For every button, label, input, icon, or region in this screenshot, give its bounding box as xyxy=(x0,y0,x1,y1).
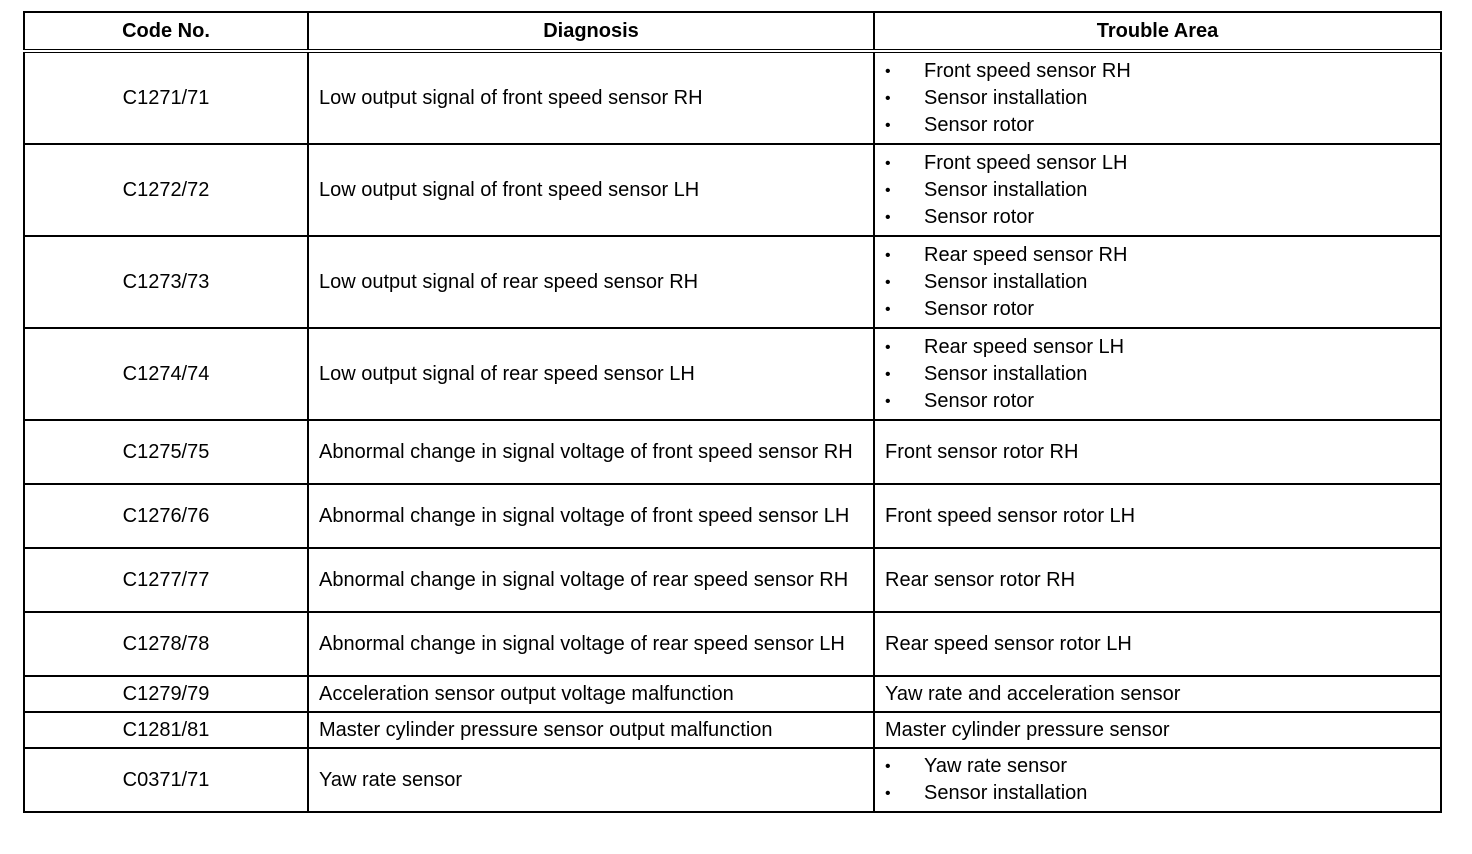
code-cell: C1281/81 xyxy=(24,712,308,748)
trouble-area-cell xyxy=(874,236,1441,328)
code-cell: C1276/76 xyxy=(24,484,308,548)
code-cell: C1272/72 xyxy=(24,144,308,236)
trouble-area-cell: Yaw rate and acceleration sensor xyxy=(874,676,1441,712)
trouble-area-cell: Rear sensor rotor RH xyxy=(874,548,1441,612)
diagnosis-cell: Abnormal change in signal voltage of rear speed sensor RH xyxy=(308,548,874,612)
trouble-area-cell xyxy=(874,144,1441,236)
list-item: • Sensor rotor xyxy=(885,204,1430,231)
header-code: Code No. xyxy=(24,12,308,51)
code-cell: C0371/71 xyxy=(24,748,308,812)
diagnosis-cell: Master cylinder pressure sensor output malfunction xyxy=(308,712,874,748)
code-cell: C1277/77 xyxy=(24,548,308,612)
header-diagnosis: Diagnosis xyxy=(308,12,874,51)
diagnosis-cell: Low output signal of rear speed sensor RH xyxy=(308,236,874,328)
table-row xyxy=(24,420,1441,484)
trouble-area-cell xyxy=(874,748,1441,812)
list-item: • Sensor installation xyxy=(885,85,1430,112)
diagnosis-cell: Yaw rate sensor xyxy=(308,748,874,812)
header-trouble-area: Trouble Area xyxy=(874,12,1441,51)
list-item: • Sensor installation xyxy=(885,177,1430,204)
trouble-area-list xyxy=(885,242,1430,323)
list-item: • Front speed sensor LH xyxy=(885,150,1430,177)
diagnosis-cell: Abnormal change in signal voltage of rear speed sensor LH xyxy=(308,612,874,676)
code-cell: C1271/71 xyxy=(24,51,308,144)
table-row xyxy=(24,676,1441,712)
trouble-area-list xyxy=(885,753,1430,807)
trouble-area-list xyxy=(885,334,1430,415)
table-row xyxy=(24,236,1441,328)
trouble-area-cell: Front sensor rotor RH xyxy=(874,420,1441,484)
list-item: • Front speed sensor RH xyxy=(885,58,1430,85)
list-item: • Rear speed sensor RH xyxy=(885,242,1430,269)
diagnosis-cell: Low output signal of front speed sensor LH xyxy=(308,144,874,236)
code-cell: C1278/78 xyxy=(24,612,308,676)
code-cell: C1274/74 xyxy=(24,328,308,420)
table-row xyxy=(24,484,1441,548)
list-item: • Sensor installation xyxy=(885,269,1430,296)
list-item: • Yaw rate sensor xyxy=(885,753,1430,780)
diagnosis-cell: Acceleration sensor output voltage malfunction xyxy=(308,676,874,712)
code-cell: C1275/75 xyxy=(24,420,308,484)
list-item: • Rear speed sensor LH xyxy=(885,334,1430,361)
list-item: • Sensor installation xyxy=(885,361,1430,388)
trouble-area-cell: Rear speed sensor rotor LH xyxy=(874,612,1441,676)
table-row xyxy=(24,612,1441,676)
table-row xyxy=(24,328,1441,420)
code-cell: C1273/73 xyxy=(24,236,308,328)
table-row xyxy=(24,144,1441,236)
list-item: • Sensor rotor xyxy=(885,388,1430,415)
list-item: • Sensor installation xyxy=(885,780,1430,807)
trouble-area-cell: Master cylinder pressure sensor xyxy=(874,712,1441,748)
list-item: • Sensor rotor xyxy=(885,112,1430,139)
list-item: • Sensor rotor xyxy=(885,296,1430,323)
trouble-area-cell: Front speed sensor rotor LH xyxy=(874,484,1441,548)
trouble-area-cell xyxy=(874,328,1441,420)
diagnosis-cell: Low output signal of front speed sensor RH xyxy=(308,51,874,144)
trouble-area-list xyxy=(885,150,1430,231)
diagnosis-cell: Low output signal of rear speed sensor LH xyxy=(308,328,874,420)
diagnosis-cell: Abnormal change in signal voltage of front speed sensor LH xyxy=(308,484,874,548)
trouble-area-cell xyxy=(874,51,1441,144)
table-row xyxy=(24,51,1441,144)
trouble-area-list xyxy=(885,58,1430,139)
table-row xyxy=(24,712,1441,748)
table-row xyxy=(24,748,1441,812)
table-row xyxy=(24,548,1441,612)
diagnosis-cell: Abnormal change in signal voltage of front speed sensor RH xyxy=(308,420,874,484)
code-cell: C1279/79 xyxy=(24,676,308,712)
table-header-row xyxy=(24,12,1441,51)
dtc-table xyxy=(23,11,1442,813)
